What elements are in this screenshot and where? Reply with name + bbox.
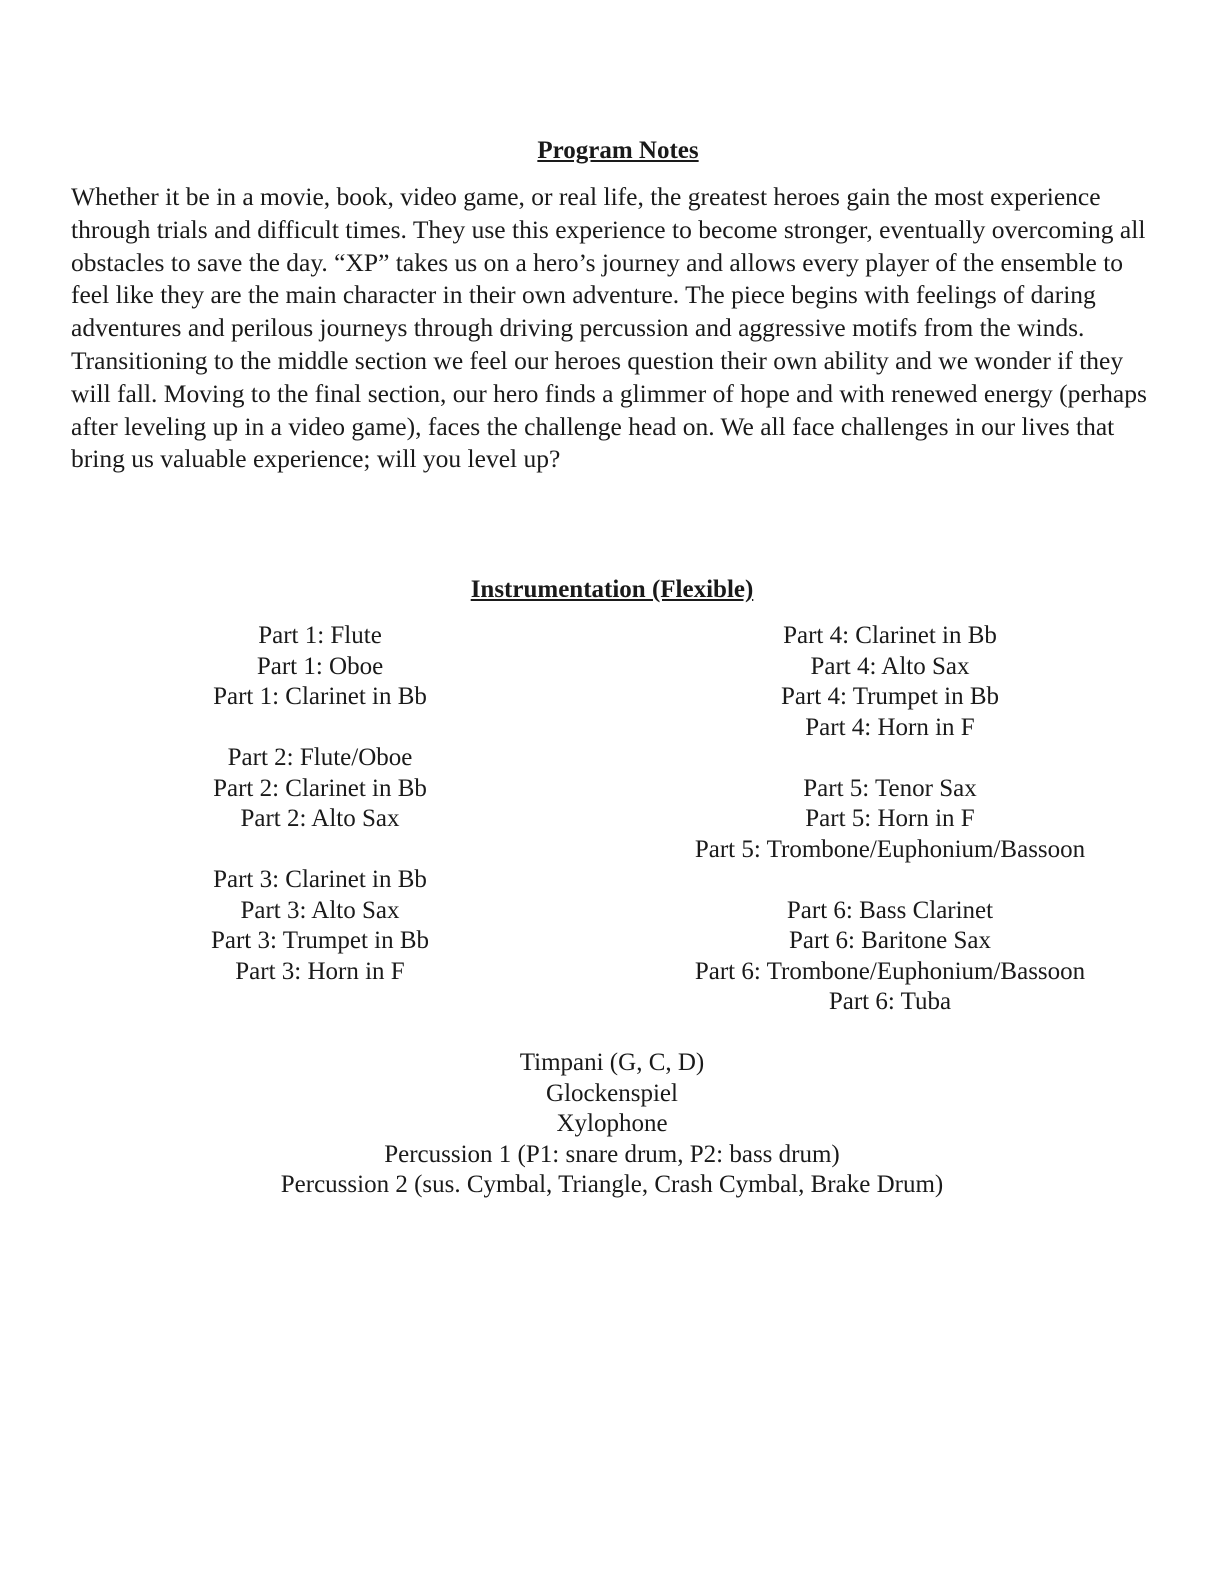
instrument-line: Part 5: Horn in F: [805, 805, 975, 832]
instrument-line: Part 5: Trombone/Euphonium/Bassoon: [694, 835, 1086, 863]
instrument-line: Part 3: Clarinet in Bb: [213, 866, 427, 893]
group-spacer: [160, 713, 480, 744]
percussion-line: Timpani (G, C, D): [519, 1049, 705, 1076]
instrumentation-heading: Instrumentation (Flexible): [470, 576, 754, 603]
instrument-line: Part 6: Tuba: [828, 988, 952, 1015]
percussion-line: Xylophone: [556, 1110, 668, 1137]
instrument-line: Part 5: Tenor Sax: [803, 774, 977, 802]
instrument-line: Part 2: Clarinet in Bb: [213, 774, 427, 802]
group-spacer: [640, 865, 1140, 896]
percussion-line: Percussion 1 (P1: snare drum, P2: bass drum): [384, 1140, 840, 1168]
instrument-line: Part 2: Alto Sax: [240, 805, 400, 832]
instrument-line: Part 2: Flute/Oboe: [227, 744, 413, 771]
instrumentation-right-column: [640, 621, 1140, 1018]
program-notes-heading: Program Notes: [537, 137, 699, 164]
instrument-line: Part 3: Horn in F: [235, 957, 405, 985]
percussion-list: [212, 1048, 1012, 1201]
instrument-line: Part 6: Baritone Sax: [788, 927, 992, 954]
instrument-line: Part 6: Trombone/Euphonium/Bassoon: [694, 957, 1086, 985]
group-spacer: [640, 743, 1140, 774]
group-spacer: [160, 835, 480, 866]
instrument-line: Part 4: Clarinet in Bb: [783, 622, 997, 649]
instrument-line: Part 4: Alto Sax: [810, 652, 970, 680]
instrument-line: Part 3: Alto Sax: [240, 896, 400, 924]
program-notes-body: Whether it be in a movie, book, video game, or real life, the greatest heroes gain the most experience through trials and difficult times. They use this experience to become stronger, eventually overcoming all obstacles to save the day. “XP” takes us on a hero’s journey and allows every player of the ensemble to feel like they are the main character in their own adventure. The piece begins with feelings of daring adventures and perilous journeys through driving percussion and aggressive motifs from the winds. Transitioning to the middle section we feel our heroes question their own ability and we wonder if they will fall. Moving to the final section, our hero finds a glimmer of hope and with renewed energy (perhaps after leveling up in a video game), faces the challenge head on. We all face challenges in our lives that bring us valuable experience; will you level up?: [71, 182, 1147, 474]
instrument-line: Part 4: Trumpet in Bb: [780, 683, 1000, 710]
instrument-line: Part 1: Oboe: [256, 652, 384, 680]
instrument-line: Part 1: Clarinet in Bb: [213, 683, 427, 710]
instrumentation-left-column: [160, 621, 480, 987]
instrument-line: Part 1: Flute: [258, 622, 382, 649]
percussion-line: Percussion 2 (sus. Cymbal, Triangle, Crash Cymbal, Brake Drum): [280, 1171, 944, 1198]
percussion-line: Glockenspiel: [546, 1079, 678, 1107]
instrument-line: Part 6: Bass Clarinet: [786, 896, 994, 924]
instrument-line: Part 3: Trumpet in Bb: [210, 927, 430, 954]
instrument-line: Part 4: Horn in F: [805, 713, 975, 741]
